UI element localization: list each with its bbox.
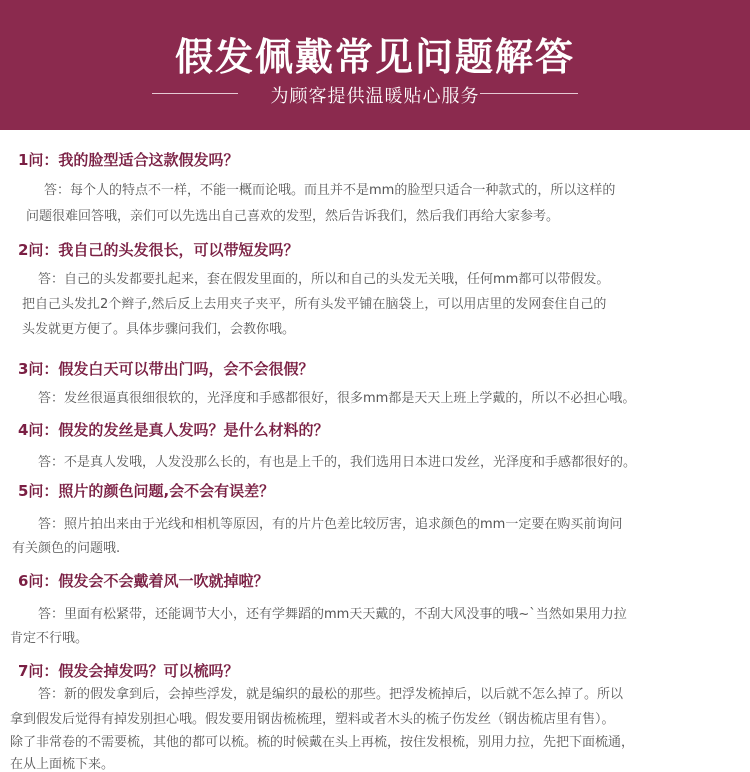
faq-answer-6-line-2: 肯定不行哦。: [10, 631, 89, 646]
page-subtitle: 为顾客提供温暖贴心服务: [270, 86, 480, 107]
faq-answer-7-line-1: 答：新的假发拿到后，会掉些浮发，就是编织的最松的那些。把浮发梳掉后，以后就不怎么掉了。所以: [38, 687, 624, 702]
header-banner: [0, 0, 750, 130]
subtitle-row: [0, 82, 750, 106]
faq-answer-7-line-4: 在从上面梳下来。: [10, 757, 115, 772]
faq-question-4: 4问：假发的发丝是真人发吗？是什么材料的？: [18, 421, 329, 439]
faq-question-6: 6问：假发会不会戴着风一吹就掉啦？: [18, 572, 269, 590]
faq-question-7: 7问：假发会掉发吗？可以梳吗？: [18, 662, 239, 680]
faq-answer-1-line-1: 答：每个人的特点不一样，不能一概而论哦。而且并不是mm的脸型只适合一种款式的，所以这样的: [44, 183, 616, 198]
faq-question-1: 1问：我的脸型适合这款假发吗？: [18, 151, 239, 169]
faq-answer-1-line-2: 问题很难回答哦，亲们可以先选出自己喜欢的发型，然后告诉我们，然后我们再给大家参考。: [26, 209, 560, 224]
subtitle-divider-right: [480, 93, 578, 94]
faq-answer-5-line-2: 有关颜色的问题哦.: [12, 541, 121, 556]
faq-answer-5-line-1: 答：照片拍出来由于光线和相机等原因，有的片片色差比较厉害，追求颜色的mm一定要在购买前询问: [38, 517, 623, 532]
page-title: 假发佩戴常见问题解答: [174, 35, 575, 79]
faq-answer-3-line-1: 答：发丝很逼真很细很软的，光泽度和手感都很好，很多mm都是天天上班上学戴的，所以不必担心哦。: [38, 391, 636, 406]
faq-question-3: 3问：假发白天可以带出门吗，会不会很假？: [18, 360, 314, 378]
faq-answer-2-line-3: 头发就更方便了。具体步骤问我们，会教你哦。: [22, 322, 296, 337]
faq-answer-6-line-1: 答：里面有松紧带，还能调节大小，还有学舞蹈的mm天天戴的，不刮大风没事的哦~`当然如果用力拉: [38, 607, 627, 622]
faq-answer-4-line-1: 答：不是真人发哦，人发没那么长的，有也是上千的，我们选用日本进口发丝，光泽度和手感都很好的。: [38, 455, 637, 470]
faq-answer-2-line-2: 把自己头发扎2个辫子,然后反上去用夹子夹平，所有头发平铺在脑袋上，可以用店里的发网套住自己的: [22, 297, 607, 312]
faq-answer-7-line-2: 拿到假发后觉得有掉发别担心哦。假发要用钢齿梳梳理，塑料或者木头的梳子伤发丝（钢齿梳店里有售）。: [10, 712, 615, 727]
faq-answer-2-line-1: 答：自己的头发都要扎起来，套在假发里面的，所以和自己的头发无关哦，任何mm都可以带假发。: [38, 272, 610, 287]
faq-answer-7-line-3: 除了非常卷的不需要梳，其他的都可以梳。梳的时候戴在头上再梳，按住发根梳，别用力拉，先把下面梳通，: [10, 735, 635, 750]
faq-question-2: 2问：我自己的头发很长，可以带短发吗？: [18, 241, 299, 259]
faq-question-5: 5问：照片的颜色问题,会不会有误差？: [18, 482, 275, 500]
